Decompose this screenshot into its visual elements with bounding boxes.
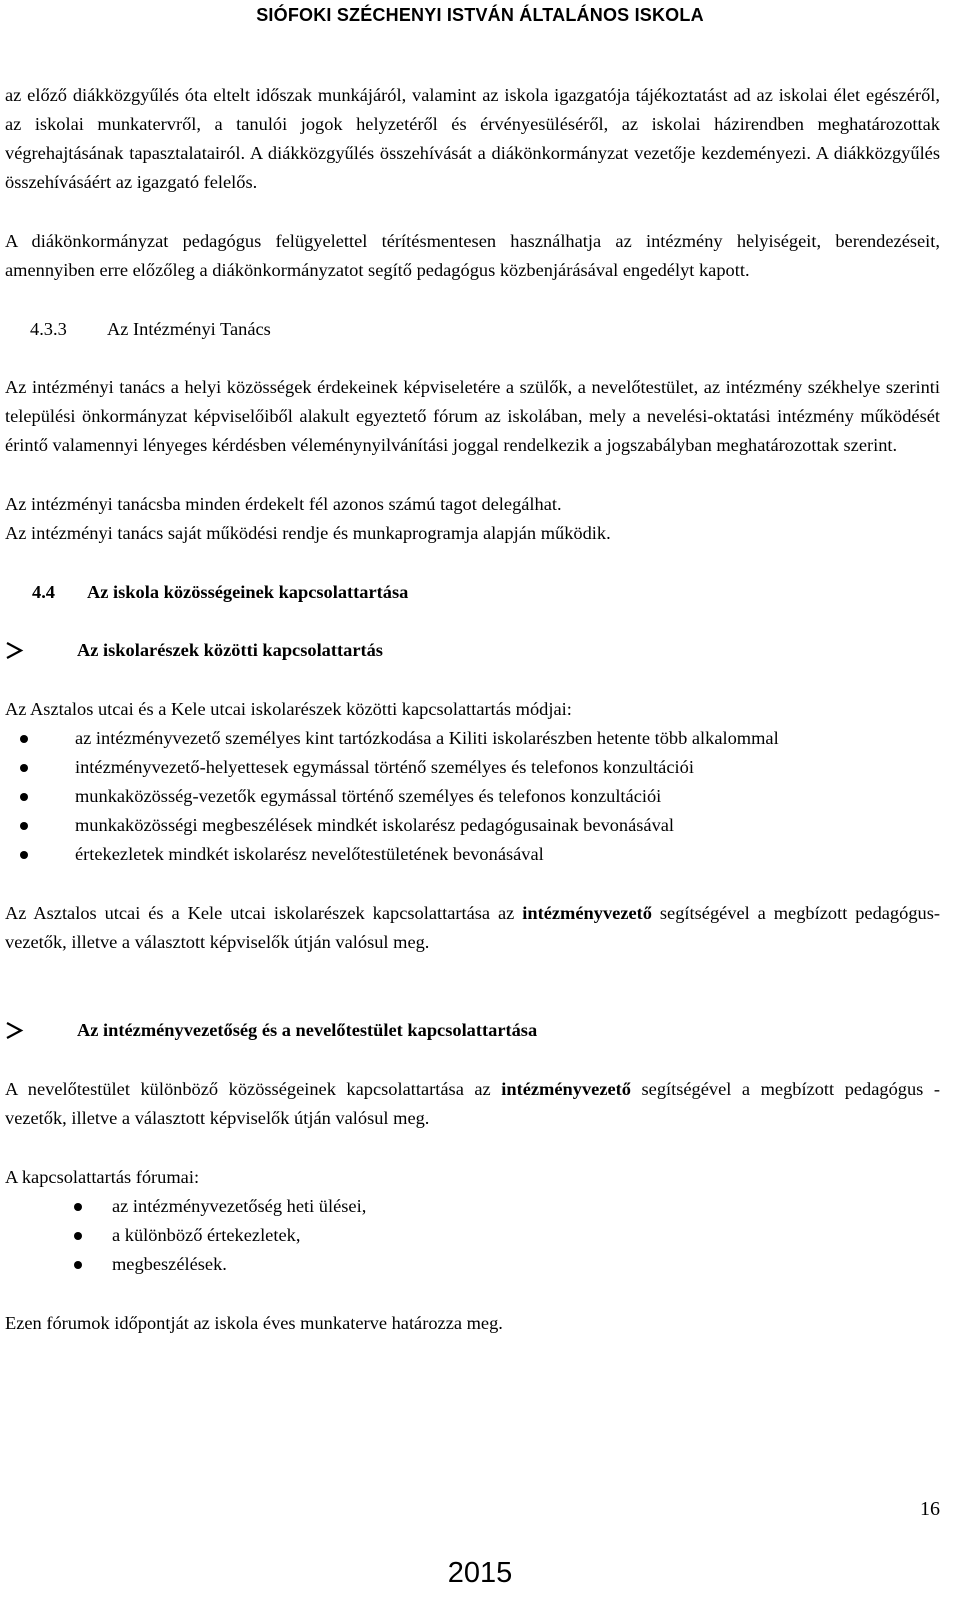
arrow-bullet-icon [5,641,77,660]
bullet-icon [74,1261,82,1269]
bullet-icon [20,764,28,772]
paragraph-iskolareszek-kapcsolattartasa: Az Asztalos utcai és a Kele utcai iskolarészek kapcsolattartása az intézményvezető segítségével a megbízott pedagógus-vezetők, illetve a választott képviselők útján valósul meg. [5,903,940,952]
paragraph-mukodesi-rend: Az intézményi tanács saját működési rendje és munkaprogramja alapján működik. [5,523,611,543]
paragraph-delegalas: Az intézményi tanácsba minden érdekelt fél azonos számú tagot delegálhat. [5,494,562,514]
list-item: megbeszélések. [112,1250,940,1279]
subheading-iskolareszek [5,636,940,665]
paragraph-forumok: A kapcsolattartás fórumai: [5,1167,200,1187]
bullet-icon [20,851,28,859]
section-title: Az iskola közösségeinek kapcsolattartása [87,582,409,602]
paragraph-diakkozgyules: az előző diákközgyűlés óta eltelt időszak munkájáról, valamint az iskola igazgatója tájékoztatást ad az iskolai élet egészéről, az iskolai munkatervről, a tanulói jogok helyzetéről és érvényesüléséről, az iskolai házirendben meghatározottak végrehajtásának tapasztalatairól. A diákközgyűlés összehívását a diákönkormányzat vezetője kezdeményezi. A diákközgyűlés összehívásáért az igazgató felelős. [5,85,940,192]
paragraph-diakonkormanyzat: A diákönkormányzat pedagógus felügyelettel térítésmentesen használhatja az intézmény helyiségeit, berendezéseit, amennyiben erre előzőleg a diákönkormányzatot segítő pedagógus közbenjárásával engedélyt kapott. [5,231,940,280]
list-item: a különböző értekezletek, [112,1221,940,1250]
list-item: intézményvezető-helyettesek egymással történő személyes és telefonos konzultációi [75,753,940,782]
section-heading-4-3-3 [30,315,940,344]
bullet-list-forumok [5,1192,940,1279]
document-body [5,81,940,1338]
section-number: 4.3.3 [30,319,67,339]
bullet-list-modjai [5,724,940,869]
list-item: munkaközösség-vezetők egymással történő személyes és telefonos konzultációi [75,782,940,811]
paragraph-kapcsolattartas-modjai: Az Asztalos utcai és a Kele utcai iskolarészek közötti kapcsolattartás módjai: [5,699,572,719]
page-number: 16 [920,1498,940,1520]
section-heading-4-4 [32,578,940,607]
list-item: az intézményvezető személyes kint tartózkodása a Kiliti iskolarészben hetente több alkalommal [75,724,940,753]
list-item: az intézményvezetőség heti ülései, [112,1192,940,1221]
list-item: értekezletek mindkét iskolarész nevelőtestületének bevonásával [75,840,940,869]
subheading-intezmenyvezetoseg [5,1016,940,1045]
paragraph-idopont: Ezen fórumok időpontját az iskola éves munkaterve határozza meg. [5,1313,503,1333]
arrow-bullet-icon [5,1021,77,1040]
bullet-icon [20,822,28,830]
bullet-icon [74,1203,82,1211]
section-title: Az Intézményi Tanács [107,319,271,339]
subheading-text: Az iskolarészek közötti kapcsolattartás [77,640,383,660]
paragraph-nevelotestulet-kapcsolattartasa: A nevelőtestület különböző közösségeinek kapcsolattartása az intézményvezető segítségével a megbízott pedagógus - vezetők, illetve a választott képviselők útján valósul meg. [5,1079,941,1128]
footer-year: 2015 [447,1557,513,1589]
paragraph-intezmenyi-tanacs: Az intézményi tanács a helyi közösségek érdekeinek képviseletére a szülők, a nevelőtestület, az intézmény székhelye szerinti települési önkormányzat képviselőiből alakult egyeztető fórum az iskolában, mely a nevelési-oktatási intézmény működését érintő valamennyi lényeges kérdésben véleménynyilvánítási joggal rendelkezik a jogszabályban meghatározottak szerint. [5,377,940,455]
bullet-icon [20,735,28,743]
section-number: 4.4 [32,582,55,602]
list-item: munkaközösségi megbeszélések mindkét iskolarész pedagógusainak bevonásával [75,811,940,840]
bullet-icon [20,793,28,801]
document-header: SIÓFOKI SZÉCHENYI ISTVÁN ÁLTALÁNOS ISKOLA [256,5,704,25]
subheading-text: Az intézményvezetőség és a nevelőtestület kapcsolattartása [77,1020,538,1040]
bullet-icon [74,1232,82,1240]
